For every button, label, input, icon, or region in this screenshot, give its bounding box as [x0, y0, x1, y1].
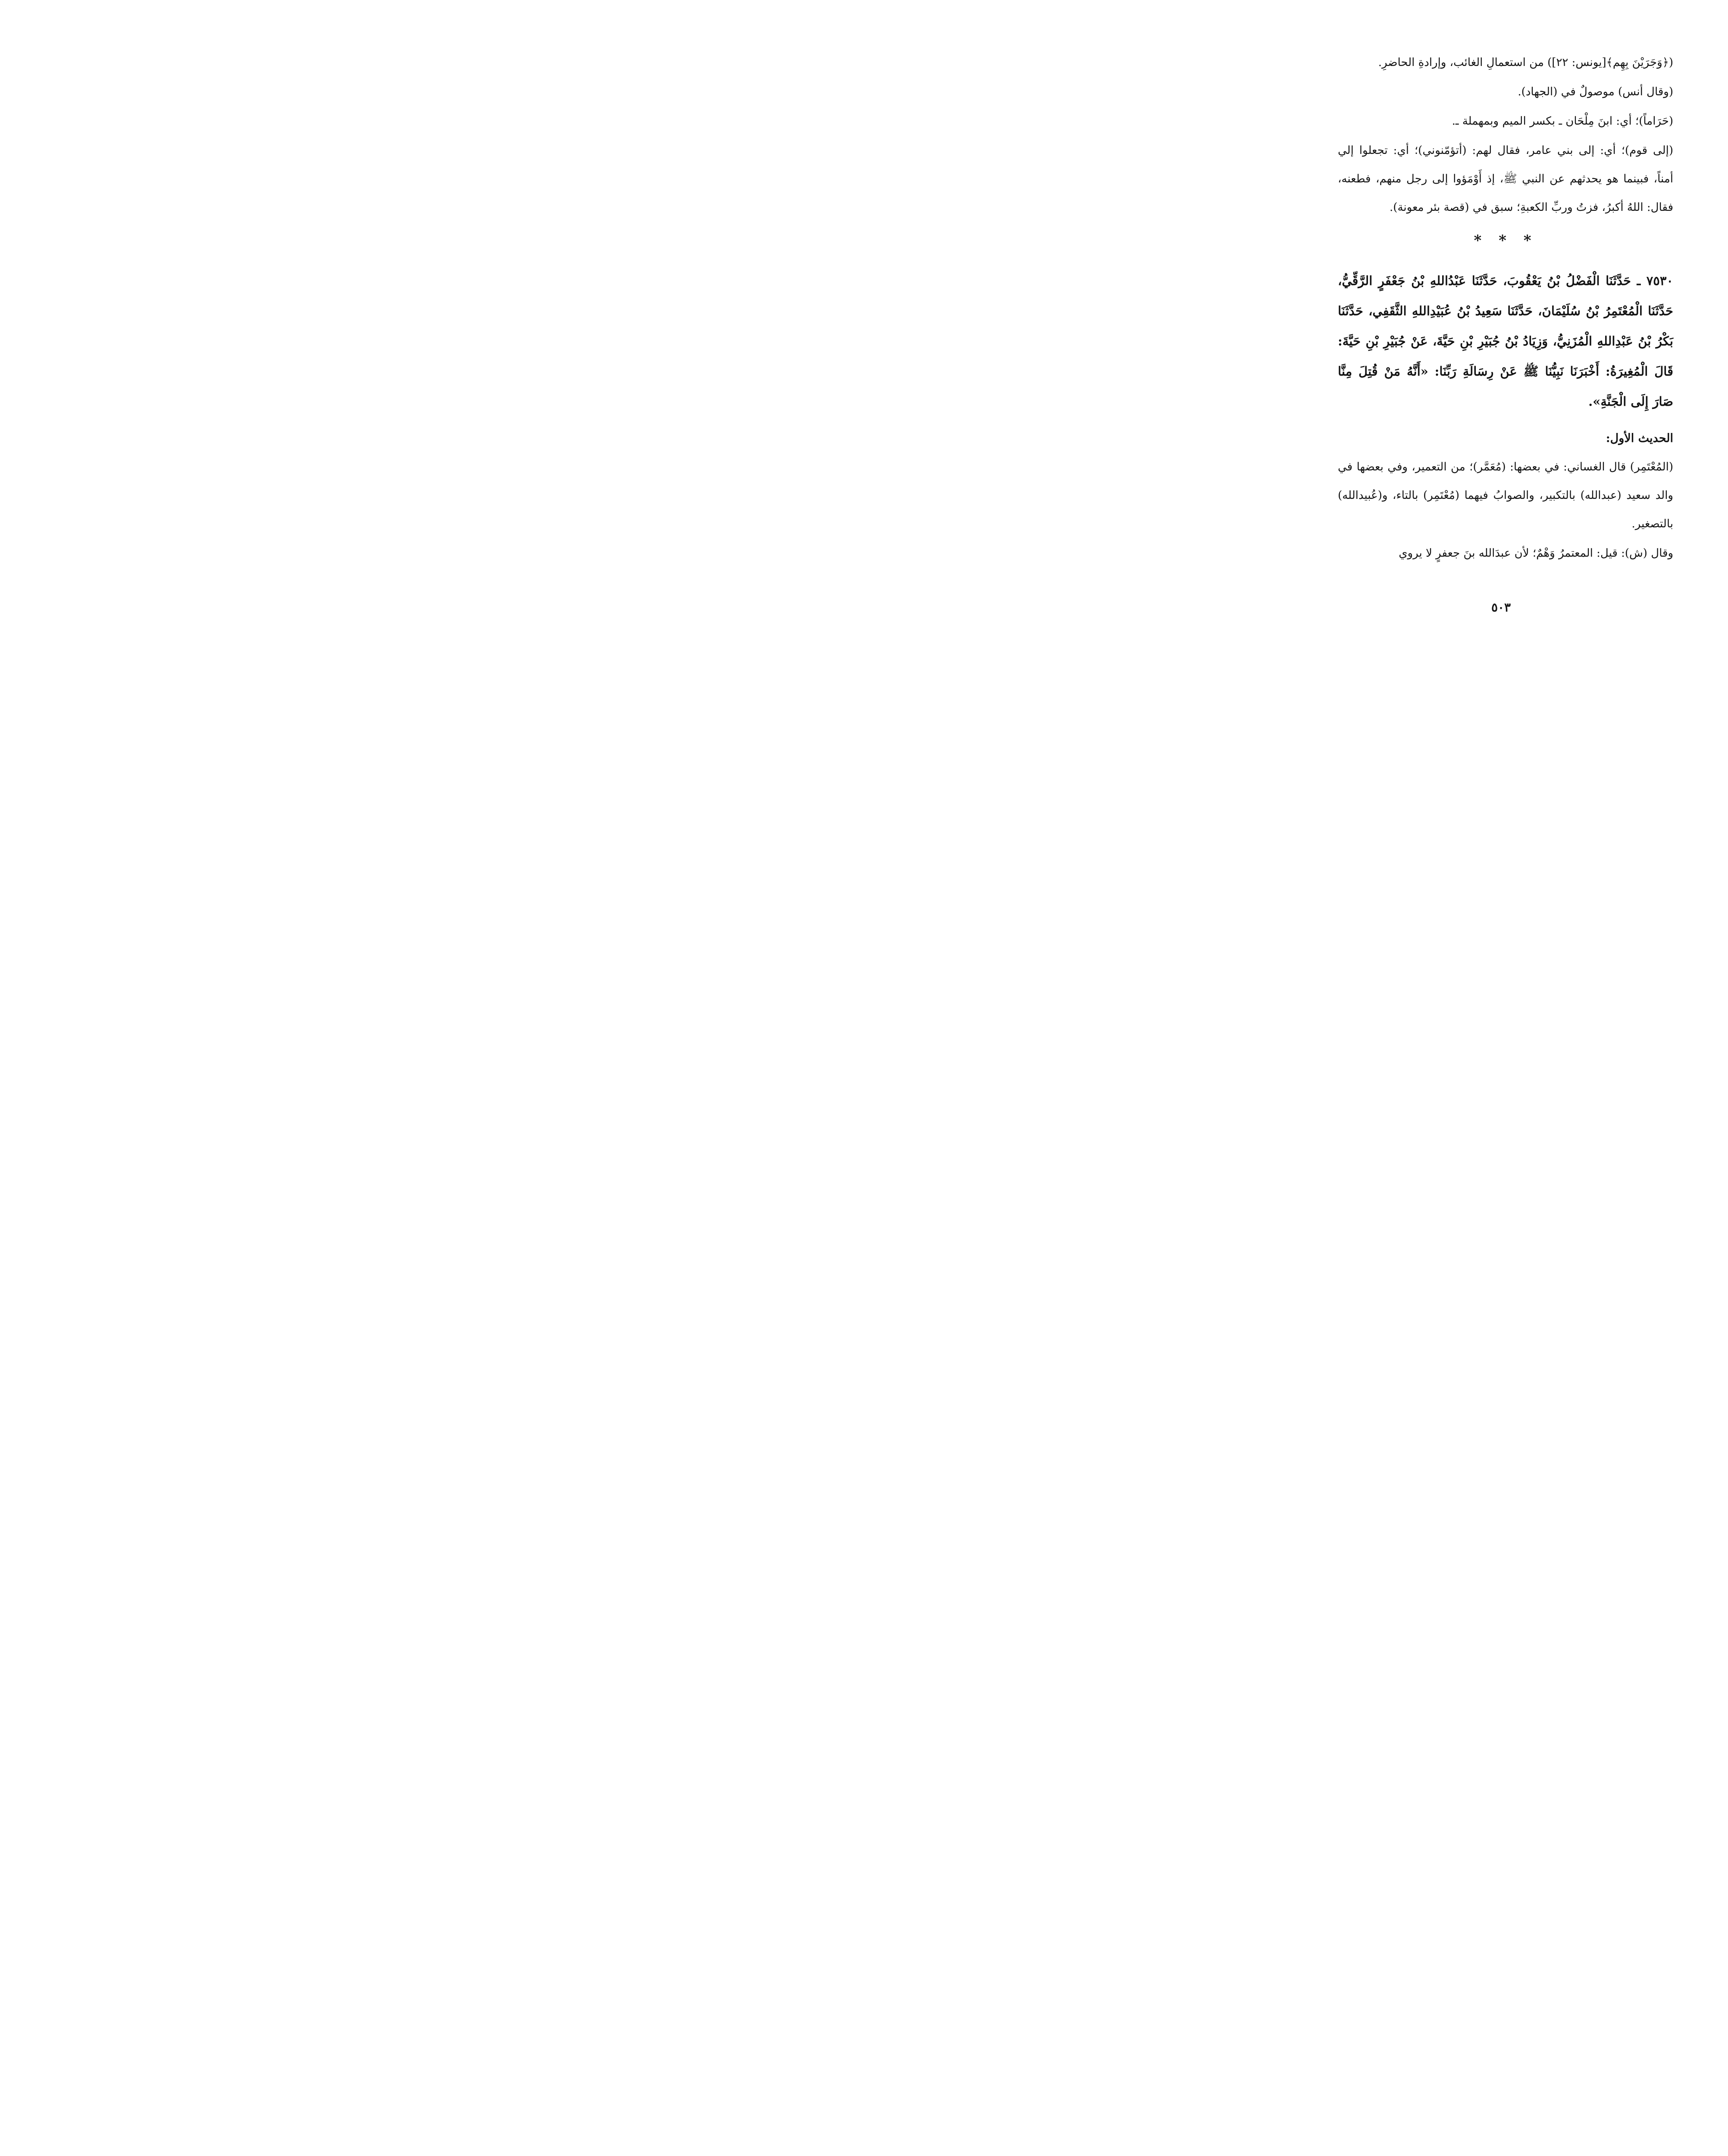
- section-heading: الحديث الأول:: [1606, 432, 1673, 445]
- section-separator: * * *: [1474, 232, 1537, 249]
- commentary-paragraph: (المُعْتَمِر) قال الغساني: في بعضها: (مُعَمَّر)؛ من التعمير، وفي بعضها في والد سعيد (عبدالله) بالتكبير، والصوابُ فيهما (مُعْتَمِر) بالتاء، و(عُبيدالله) بالتصغير.: [1338, 461, 1673, 530]
- commentary-paragraph: (إلى قوم)؛ أي: إلى بني عامر، فقال لهم: (أتؤمّنوني)؛ أي: تجعلوا إلي أمناً، فبينما هو يحدثهم عن النبي ﷺ، إذ أَوْمَؤوا إلى رجل منهم، فطعنه، فقال: اللهُ أكبرُ، فزتُ وربِّ الكعبةِ؛ سبق في (قصة بئر معونة).: [1338, 144, 1673, 214]
- commentary-paragraph: وقال (ش): قيل: المعتمرُ وَهْمٌ؛ لأن عبدَالله بنَ جعفرٍ لا يروي: [1399, 547, 1673, 560]
- hadith-text: ٧٥٣٠ ـ حَدَّثَنَا الْفَضْلُ بْنُ يَعْقُوبَ، حَدَّثَنَا عَبْدُاللهِ بْنُ جَعْفَرٍ الرَّقِّيُّ، حَدَّثَنَا الْمُعْتَمِرُ بْنُ سُلَيْمَانَ، حَدَّثَنَا سَعِيدُ بْنُ عُبَيْدِاللهِ الثَّقَفِي، حَدَّثَنَا بَكْرُ بْنُ عَبْدِاللهِ الْمُزَنِيُّ، وَزِيَادُ بْنُ جُبَيْرِ بْنِ حَيَّةَ، عَنْ جُبَيْرِ بْنِ حَيَّةَ: قَالَ الْمُغِيرَةُ: أَخْبَرَنَا نَبِيُّنَا ﷺ عَنْ رِسَالَةِ رَبِّنَا: «أَنَّهُ مَنْ قُتِلَ مِنَّا صَارَ إِلَى الْجَنَّةِ».: [1338, 273, 1673, 409]
- commentary-paragraph: (﴿وَجَرَيْنَ بِهِم﴾[يونس: ٢٢]) من استعمالِ الغائب، وإرادةِ الحاضرِ.: [1378, 56, 1673, 69]
- page-number: ٥٠٣: [1491, 600, 1511, 614]
- commentary-paragraph: (حَرَاماً)؛ أي: ابنَ مِلْحَان ـ بكسر الميم وبمهملة ـ.: [1452, 115, 1673, 128]
- page-body: [1338, 48, 1673, 661]
- commentary-paragraph: (وقال أنس) موصولٌ في (الجهاد).: [1518, 85, 1673, 98]
